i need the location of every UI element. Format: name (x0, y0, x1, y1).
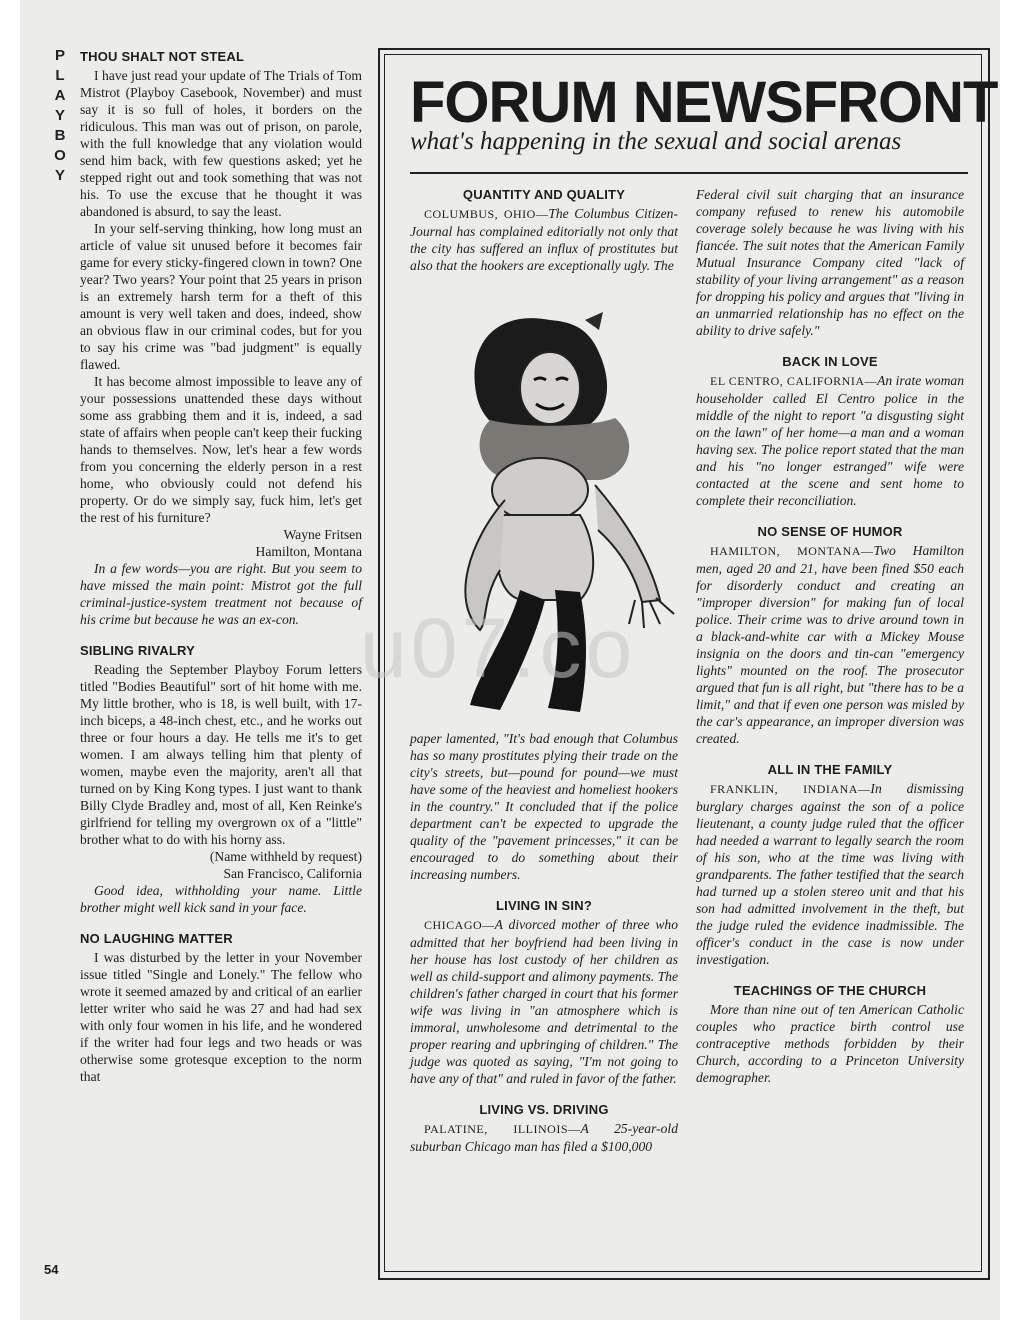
news-paragraph (696, 372, 964, 509)
newsfront-column-2-top (410, 186, 678, 274)
letter-paragraph: In your self-serving thinking, how long must an article of value sit unused before it becomes fair game for every sticky-fingered clown in town? One year? Two years? Your point that 25 years in prison is an extremely harsh term for a theft of this amount is very well taken and does, indeed, show an obvious flaw in our criminal codes, but for you to say his crime was "bad judgment" is equally flawed. (80, 221, 362, 372)
letter-heading: NO LAUGHING MATTER (80, 931, 233, 946)
page-number: 54 (44, 1262, 59, 1277)
news-heading: ALL IN THE FAMILY (767, 762, 893, 777)
signature-place: Hamilton, Montana (255, 544, 362, 559)
editor-reply: Good idea, withholding your name. Little brother might well kick sand in your face. (80, 883, 362, 915)
letters-column (80, 48, 362, 1085)
news-paragraph (410, 916, 678, 1087)
brand-letter: P (54, 47, 65, 64)
news-paragraph (696, 780, 964, 968)
news-dateline: CHICAGO— (424, 918, 495, 932)
news-paragraph (410, 730, 678, 883)
section-gap (80, 916, 362, 930)
brand-letter: Y (54, 107, 65, 124)
news-dateline: EL CENTRO, CALIFORNIA— (710, 374, 878, 388)
newsfront-column-2-bottom (410, 730, 678, 1155)
brand-letter: O (54, 147, 66, 164)
letter-paragraph: I have just read your update of The Trials of Tom Mistrot (Playboy Casebook, November) and must say it is so full of holes, it borders on the ridiculous. This man was out of prison, on parole, with the full knowledge that any violation would send him back, with few questions asked; yet he stepped right out and took something that was not his. To use the excuse that he thought it was abandoned is absurd, to say the least. (80, 68, 362, 219)
news-body: A 25-year-old suburban Chicago man has filed a $100,000 (410, 1121, 678, 1154)
brand-letter: A (54, 87, 66, 104)
item-gap (696, 339, 964, 353)
signature-place: San Francisco, California (223, 866, 362, 881)
brand-letter: L (55, 67, 65, 84)
item-gap (696, 509, 964, 523)
news-dateline: PALATINE, ILLINOIS— (424, 1122, 581, 1136)
news-body: More than nine out of ten American Catholic couples who practice birth control use contraceptive methods forbidden by their Church, according to a Princeton University demographer. (696, 1002, 964, 1085)
letter-heading: SIBLING RIVALRY (80, 643, 195, 658)
news-body: A divorced mother of three who admitted that her boyfriend had been living in her house has lost custody of her children as well as child-support and alimony payments. The children's father charged in court that his former wife was living in "an atmosphere which is immoral, unwholesome and detrimental to the proper rearing and upbringing of children." The judge was quoted as saying, "I'm not going to have any of that" and ruled in favor of the father. (410, 917, 678, 1086)
news-paragraph (410, 1120, 678, 1155)
news-paragraph (696, 542, 964, 747)
news-paragraph (410, 205, 678, 274)
news-heading: NO SENSE OF HUMOR (757, 524, 903, 539)
signature-name: Wayne Fritsen (283, 527, 362, 542)
watermark: u07.co (360, 601, 637, 695)
news-body: Two Hamilton men, aged 20 and 21, have been fined $50 each for disorderly conduct and creating an "improper diversion" for making fun of local police. Their crime was to drive around town in a black-and-white car with a Mickey Mouse insignia on the doors and tin-can "emergency lights" mounted on the roof. The prosecutor argued that fun is all right, but "there has to be a limit," and that if even one person was misled by the car's appearance, an improper diversion was created. (696, 543, 964, 746)
news-heading: QUANTITY AND QUALITY (462, 187, 626, 202)
editor-reply: In a few words—you are right. But you seem to have missed the main point: Mistrot got the full criminal-justice-system treatment not because of his crime but because he was an ex-con. (80, 561, 362, 627)
item-gap (410, 883, 678, 897)
news-heading: LIVING IN SIN? (496, 898, 592, 913)
news-heading: BACK IN LOVE (782, 354, 878, 369)
news-body: paper lamented, "It's bad enough that Columbus has so many prostitutes plying their trade on the city's streets, but—pound for pound—we must have some of the heaviest and homeliest hookers in the country." It concluded that if the police department can't be expected to upgrade the quality of the "pavement princesses," it can be encouraged to do something about their increasing numbers. (410, 731, 678, 882)
news-body: In dismissing burglary charges against the son of a police lieutenant, a county judge ruled that the officer had needed a warrant to legally search the room of his son, who at the time was living with grandparents. The father testified that the search had turned up a stolen stereo unit and that his son had admitted involvement in the theft, but the judge ruled the evidence inadmissible. The officer's conduct in the case is now under investigation. (696, 781, 964, 967)
news-paragraph (696, 1001, 964, 1086)
newsfront-subtitle: what's happening in the sexual and social arenas (410, 128, 902, 155)
news-dateline: FRANKLIN, INDIANA— (710, 782, 871, 796)
brand-letter: B (54, 127, 66, 144)
item-gap (410, 1087, 678, 1101)
news-body: An irate woman householder called El Centro police in the middle of the night to report "a disgusting sight on the lawn" of her home—a man and a woman having sex. The police report stated that the man and his "no longer estranged" wife were contacted at the scene and sent home to complete their reconciliation. (696, 373, 964, 508)
news-heading: LIVING VS. DRIVING (479, 1102, 609, 1117)
news-body: Federal civil suit charging that an insurance company refused to renew his automobile coverage solely because he was living with his fiancée. The suit notes that the American Family Mutual Insurance Company cited "lack of stability of your living arrangement" as a reason for dropping his policy and argues that "living in an unmarried relationship has no effect on the ability to drive safely." (696, 187, 964, 338)
newsfront-column-3 (696, 186, 964, 1086)
signature-name: (Name withheld by request) (209, 849, 362, 864)
letter-paragraph: I was disturbed by the letter in your November issue titled "Single and Lonely." The fellow who wrote it seemed amazed by and critical of an earlier letter writer who said he was 27 and had had sex with only four women in his life, and he wondered if the writer had four legs and two heads or was otherwise some grotesque exception to the norm that (80, 950, 362, 1084)
brand-letter: Y (54, 167, 65, 184)
playboy-vertical-brand (50, 46, 70, 186)
item-gap (696, 747, 964, 761)
letter-heading: THOU SHALT NOT STEAL (80, 49, 245, 64)
news-dateline: COLUMBUS, OHIO— (424, 207, 549, 221)
title-rule (410, 172, 968, 174)
letter-paragraph: It has become almost impossible to leave any of your possessions unattended these days without some ass grabbing them and it is, indeed, a sad state of affairs when people can't keep their fucking hands to themselves. Now, let's hear a few words from you concerning the elderly person in a rest home, who obviously could not defend his property. Or do we simply say, fuck him, let's get the rest of his furniture? (80, 374, 362, 525)
item-gap (696, 968, 964, 982)
section-gap (80, 628, 362, 642)
letter-paragraph: Reading the September Playboy Forum letters titled "Bodies Beautiful" sort of hit home with me. My little brother, who is 18, is well built, with 17-inch biceps, a 48-inch chest, etc., and he works out three or four hours a day. He tells me it's to get women. I am always telling him that plenty of women, maybe even the majority, aren't all that turned on by King Kong types. I just want to thank Billy Clyde Bradley and, most of all, Ken Reinke's girlfriend for telling my overgrown ox of a "little" brother what to do with his horny ass. (80, 662, 362, 847)
news-heading: TEACHINGS OF THE CHURCH (733, 983, 927, 998)
news-body: The Columbus Citizen-Journal has complained editorially not only that the city has suffered an influx of prostitutes but also that the hookers are exceptionally ugly. The (410, 206, 678, 273)
news-dateline: HAMILTON, MONTANA— (710, 544, 874, 558)
news-paragraph (696, 186, 964, 339)
newsfront-title: FORUM NEWSFRONT (410, 70, 998, 135)
